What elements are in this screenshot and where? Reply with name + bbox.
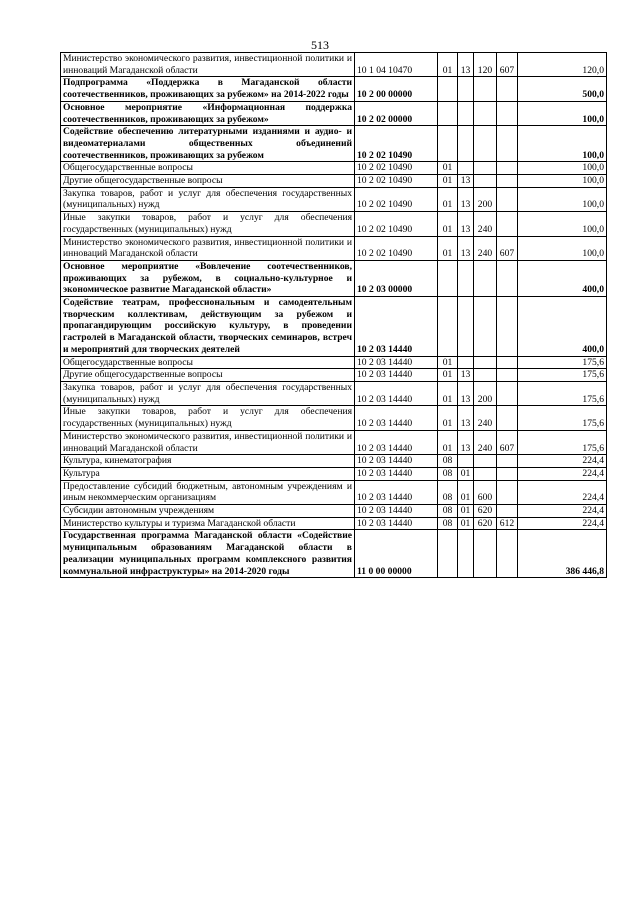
row-section-cell: 08	[438, 517, 458, 530]
row-name-cell: Закупка товаров, работ и услуг для обеспечения государственных (муниципальных) нужд	[61, 381, 355, 405]
row-ministry-cell	[497, 455, 518, 468]
row-ministry-cell	[497, 369, 518, 382]
row-name-cell: Предоставление субсидий бюджетным, автономным учреждениям и иным некоммерческим организациям	[61, 480, 355, 504]
row-section-cell	[438, 77, 458, 101]
row-code-cell: 10 2 02 10490	[355, 212, 438, 236]
table-row	[61, 517, 607, 530]
row-subsection-cell	[458, 162, 474, 175]
row-section-cell	[438, 530, 458, 578]
row-code-cell: 10 2 03 14440	[355, 369, 438, 382]
row-sum-cell: 100,0	[518, 187, 607, 211]
row-sum-cell: 175,6	[518, 381, 607, 405]
row-section-cell: 01	[438, 187, 458, 211]
row-name-cell: Министерство культуры и туризма Магаданской области	[61, 517, 355, 530]
row-section-cell	[438, 297, 458, 357]
row-sum-cell: 100,0	[518, 162, 607, 175]
row-subsection-cell: 13	[458, 53, 474, 77]
row-sum-cell: 100,0	[518, 175, 607, 188]
row-sum-cell: 224,4	[518, 517, 607, 530]
row-subsection-cell: 01	[458, 505, 474, 518]
row-ministry-cell: 612	[497, 517, 518, 530]
row-sum-cell: 224,4	[518, 505, 607, 518]
row-code-cell: 10 1 04 10470	[355, 53, 438, 77]
row-code-cell: 10 2 02 10490	[355, 187, 438, 211]
row-subsection-cell	[458, 356, 474, 369]
row-section-cell: 01	[438, 356, 458, 369]
row-subsection-cell: 01	[458, 517, 474, 530]
row-code-cell: 11 0 00 00000	[355, 530, 438, 578]
row-name-cell: Министерство экономического развития, инвестиционной политики и инноваций Магаданской области	[61, 430, 355, 454]
table-row	[61, 175, 607, 188]
row-code-cell: 10 2 02 10490	[355, 236, 438, 260]
row-expense-type-cell: 620	[474, 517, 497, 530]
row-ministry-cell	[497, 101, 518, 125]
row-ministry-cell: 607	[497, 53, 518, 77]
row-section-cell: 08	[438, 467, 458, 480]
row-ministry-cell	[497, 505, 518, 518]
row-expense-type-cell	[474, 297, 497, 357]
row-expense-type-cell	[474, 101, 497, 125]
row-expense-type-cell	[474, 467, 497, 480]
row-subsection-cell: 01	[458, 480, 474, 504]
row-ministry-cell	[497, 187, 518, 211]
row-name-cell: Основное мероприятие «Вовлечение соотечественников, проживающих за рубежом, в социально-культурное и экономическое развитие Магаданской области»	[61, 260, 355, 296]
row-section-cell: 01	[438, 430, 458, 454]
row-sum-cell: 224,4	[518, 455, 607, 468]
row-name-cell: Содействие обеспечению литературными изданиями и аудио- и видеоматериалами общественных объединений соотечественников, проживающих за рубежом	[61, 126, 355, 162]
row-code-cell: 10 2 03 14440	[355, 467, 438, 480]
table-row	[61, 297, 607, 357]
row-name-cell: Основное мероприятие «Информационная поддержка соотечественников, проживающих за рубежом»	[61, 101, 355, 125]
row-expense-type-cell: 200	[474, 187, 497, 211]
row-section-cell	[438, 260, 458, 296]
row-name-cell: Другие общегосударственные вопросы	[61, 175, 355, 188]
row-code-cell: 10 2 03 14440	[355, 517, 438, 530]
row-subsection-cell	[458, 77, 474, 101]
row-code-cell: 10 2 03 00000	[355, 260, 438, 296]
row-subsection-cell	[458, 455, 474, 468]
row-code-cell: 10 2 03 14440	[355, 430, 438, 454]
row-sum-cell: 175,6	[518, 430, 607, 454]
row-section-cell: 08	[438, 480, 458, 504]
row-ministry-cell	[497, 126, 518, 162]
row-ministry-cell: 607	[497, 430, 518, 454]
row-name-cell: Культура	[61, 467, 355, 480]
row-sum-cell: 386 446,8	[518, 530, 607, 578]
row-ministry-cell	[497, 212, 518, 236]
row-name-cell: Культура, кинематография	[61, 455, 355, 468]
table-row	[61, 430, 607, 454]
row-name-cell: Государственная программа Магаданской области «Содействие муниципальным образованиям Магаданской области в реализации муниципальных программ комплексного развития коммунальной инфраструктуры» на 2014-2020 годы	[61, 530, 355, 578]
budget-table-body	[61, 53, 607, 578]
row-subsection-cell: 13	[458, 175, 474, 188]
row-expense-type-cell	[474, 126, 497, 162]
row-section-cell: 01	[438, 53, 458, 77]
row-section-cell: 01	[438, 212, 458, 236]
row-ministry-cell	[497, 77, 518, 101]
row-sum-cell: 100,0	[518, 101, 607, 125]
table-row	[61, 455, 607, 468]
row-name-cell: Общегосударственные вопросы	[61, 356, 355, 369]
row-section-cell: 01	[438, 369, 458, 382]
table-row	[61, 369, 607, 382]
table-row	[61, 101, 607, 125]
row-expense-type-cell	[474, 260, 497, 296]
row-expense-type-cell	[474, 369, 497, 382]
row-expense-type-cell	[474, 175, 497, 188]
row-section-cell: 01	[438, 406, 458, 430]
table-row	[61, 212, 607, 236]
row-sum-cell: 175,6	[518, 406, 607, 430]
row-name-cell: Общегосударственные вопросы	[61, 162, 355, 175]
row-expense-type-cell: 240	[474, 236, 497, 260]
row-code-cell: 10 2 03 14440	[355, 505, 438, 518]
row-ministry-cell	[497, 530, 518, 578]
row-expense-type-cell: 240	[474, 212, 497, 236]
table-row	[61, 236, 607, 260]
row-sum-cell: 224,4	[518, 480, 607, 504]
row-subsection-cell: 13	[458, 187, 474, 211]
row-name-cell: Министерство экономического развития, инвестиционной политики и инноваций Магаданской области	[61, 236, 355, 260]
row-expense-type-cell	[474, 162, 497, 175]
row-name-cell: Субсидии автономным учреждениям	[61, 505, 355, 518]
row-section-cell: 01	[438, 236, 458, 260]
row-name-cell: Содействие театрам, профессиональным и самодеятельным творческим коллективам, действующим за рубежом и пропагандирующим российскую культуру, в проведении гастролей в Магаданской области, творческих семинаров, встреч и мероприятий для творческих деятелей	[61, 297, 355, 357]
row-name-cell: Иные закупки товаров, работ и услуг для обеспечения государственных (муниципальных) нужд	[61, 406, 355, 430]
row-code-cell: 10 2 03 14440	[355, 356, 438, 369]
row-ministry-cell: 607	[497, 236, 518, 260]
row-sum-cell: 175,6	[518, 356, 607, 369]
row-ministry-cell	[497, 356, 518, 369]
row-subsection-cell: 13	[458, 369, 474, 382]
table-row	[61, 356, 607, 369]
row-section-cell: 01	[438, 175, 458, 188]
row-subsection-cell	[458, 530, 474, 578]
row-expense-type-cell: 120	[474, 53, 497, 77]
row-sum-cell: 400,0	[518, 260, 607, 296]
row-code-cell: 10 2 02 10490	[355, 126, 438, 162]
row-expense-type-cell: 620	[474, 505, 497, 518]
row-expense-type-cell	[474, 77, 497, 101]
row-sum-cell: 100,0	[518, 126, 607, 162]
row-section-cell: 01	[438, 381, 458, 405]
row-subsection-cell	[458, 101, 474, 125]
row-code-cell: 10 2 02 10490	[355, 162, 438, 175]
row-code-cell: 10 2 00 00000	[355, 77, 438, 101]
row-code-cell: 10 2 02 10490	[355, 175, 438, 188]
row-subsection-cell	[458, 297, 474, 357]
row-name-cell: Закупка товаров, работ и услуг для обеспечения государственных (муниципальных) нужд	[61, 187, 355, 211]
table-row	[61, 162, 607, 175]
row-subsection-cell	[458, 260, 474, 296]
table-row	[61, 381, 607, 405]
row-code-cell: 10 2 03 14440	[355, 480, 438, 504]
row-sum-cell: 400,0	[518, 297, 607, 357]
table-row	[61, 480, 607, 504]
row-name-cell: Иные закупки товаров, работ и услуг для обеспечения государственных (муниципальных) нужд	[61, 212, 355, 236]
row-expense-type-cell	[474, 530, 497, 578]
table-row	[61, 126, 607, 162]
row-section-cell: 08	[438, 505, 458, 518]
row-subsection-cell: 13	[458, 381, 474, 405]
table-row	[61, 187, 607, 211]
row-sum-cell: 224,4	[518, 467, 607, 480]
row-expense-type-cell	[474, 356, 497, 369]
row-sum-cell: 100,0	[518, 236, 607, 260]
row-section-cell: 08	[438, 455, 458, 468]
page-number: 513	[311, 38, 329, 52]
table-row	[61, 505, 607, 518]
table-row	[61, 530, 607, 578]
row-expense-type-cell	[474, 455, 497, 468]
row-code-cell: 10 2 02 00000	[355, 101, 438, 125]
table-row	[61, 77, 607, 101]
row-code-cell: 10 2 03 14440	[355, 406, 438, 430]
row-name-cell: Подпрограмма «Поддержка в Магаданской области соотечественников, проживающих за рубежом» на 2014-2022 годы	[61, 77, 355, 101]
row-name-cell: Министерство экономического развития, инвестиционной политики и инноваций Магаданской области	[61, 53, 355, 77]
row-ministry-cell	[497, 406, 518, 430]
row-section-cell	[438, 101, 458, 125]
table-row	[61, 53, 607, 77]
row-ministry-cell	[497, 162, 518, 175]
row-expense-type-cell: 240	[474, 406, 497, 430]
row-section-cell	[438, 126, 458, 162]
row-subsection-cell: 01	[458, 467, 474, 480]
row-expense-type-cell: 600	[474, 480, 497, 504]
row-subsection-cell: 13	[458, 406, 474, 430]
row-sum-cell: 175,6	[518, 369, 607, 382]
row-code-cell: 10 2 03 14440	[355, 455, 438, 468]
row-ministry-cell	[497, 467, 518, 480]
row-ministry-cell	[497, 260, 518, 296]
row-sum-cell: 500,0	[518, 77, 607, 101]
row-code-cell: 10 2 03 14440	[355, 297, 438, 357]
row-ministry-cell	[497, 175, 518, 188]
row-ministry-cell	[497, 297, 518, 357]
row-ministry-cell	[497, 381, 518, 405]
table-row	[61, 406, 607, 430]
row-expense-type-cell: 240	[474, 430, 497, 454]
table-row	[61, 260, 607, 296]
row-subsection-cell: 13	[458, 212, 474, 236]
row-section-cell: 01	[438, 162, 458, 175]
row-sum-cell: 100,0	[518, 212, 607, 236]
row-expense-type-cell: 200	[474, 381, 497, 405]
budget-table	[60, 52, 607, 578]
row-subsection-cell: 13	[458, 430, 474, 454]
row-name-cell: Другие общегосударственные вопросы	[61, 369, 355, 382]
row-subsection-cell: 13	[458, 236, 474, 260]
row-subsection-cell	[458, 126, 474, 162]
row-ministry-cell	[497, 480, 518, 504]
row-code-cell: 10 2 03 14440	[355, 381, 438, 405]
table-row	[61, 467, 607, 480]
row-sum-cell: 120,0	[518, 53, 607, 77]
